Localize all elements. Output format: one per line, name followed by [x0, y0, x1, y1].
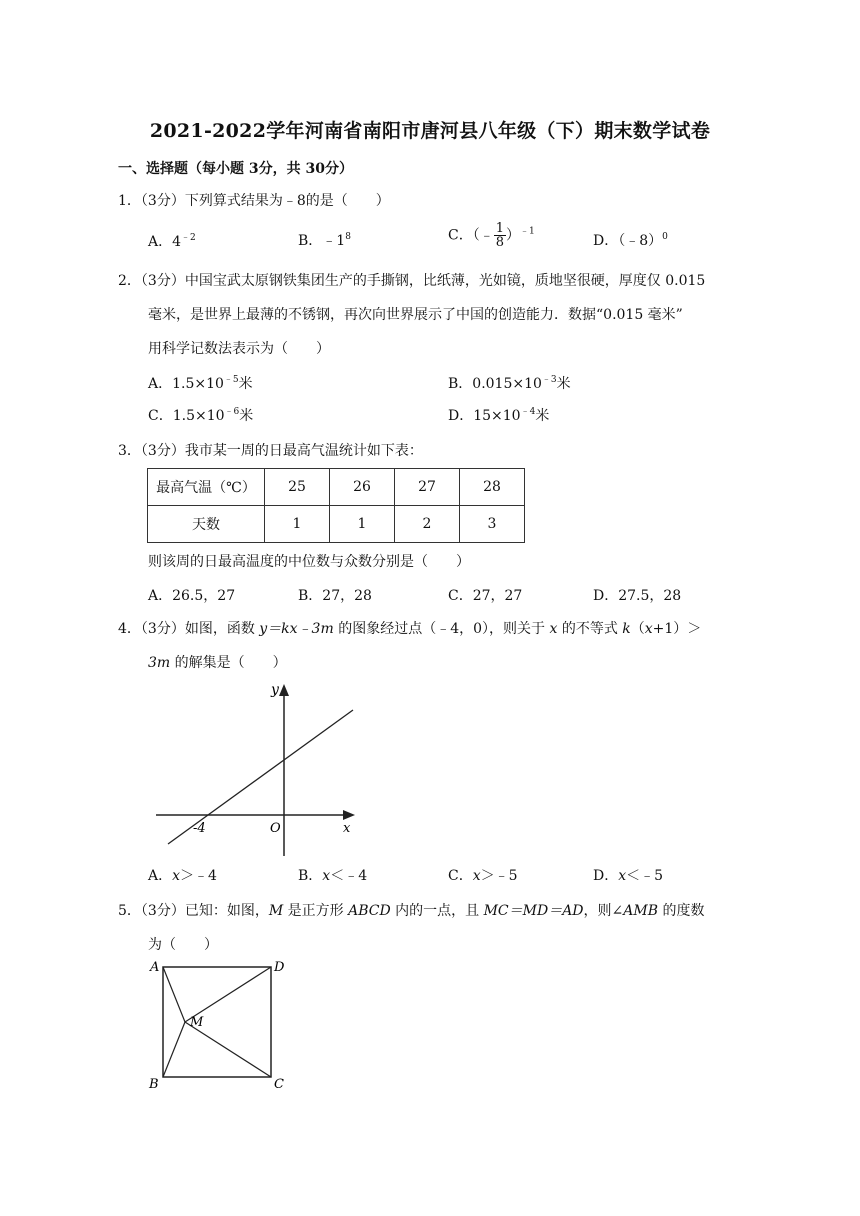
fraction-one-eighth: $\frac{1}{8}$ — [495, 221, 504, 250]
segment-cm — [185, 1022, 271, 1077]
q4-line-2: 3m 的解集是（ ） — [148, 655, 287, 671]
q3-option-b: B．27，28 — [298, 588, 372, 604]
q3-stem: 3．（3分）我市某一周的日最高气温统计如下表： — [118, 443, 423, 459]
y-axis-arrow-icon — [279, 684, 289, 696]
x-axis-label: x — [343, 821, 351, 836]
table-cell: 1 — [330, 506, 395, 543]
q1-stem: 1．（3分）下列算式结果为﹣8的是（ ） — [118, 193, 390, 209]
q1-option-d: D．（﹣8）$^0$ — [593, 232, 668, 249]
vertex-label-a: A — [150, 960, 160, 975]
table-cell: 26 — [330, 469, 395, 506]
square-figure — [140, 955, 300, 1095]
table-cell: 2 — [395, 506, 460, 543]
table-cell: 最高气温（℃） — [148, 469, 265, 506]
q1-option-c: C．（﹣ $\frac{1}{8}$ ）$^{﹣1}$ — [448, 221, 535, 250]
table-cell: 27 — [395, 469, 460, 506]
linear-function-graph — [150, 676, 365, 861]
segment-dm — [185, 967, 271, 1022]
q2-line-1: 2．（3分）中国宝武太原钢铁集团生产的手撕钢，比纸薄，光如镜，质地坚很硬，厚度仅 0.015 — [118, 273, 706, 289]
q4-option-c: C．x＞﹣5 — [448, 868, 518, 884]
q3-question: 则该周的日最高温度的中位数与众数分别是（ ） — [148, 554, 470, 570]
segment-am — [163, 967, 185, 1022]
table-cell: 3 — [460, 506, 525, 543]
table-cell: 1 — [265, 506, 330, 543]
q4-option-b: B．x＜﹣4 — [298, 868, 368, 884]
q1-option-b: B．$﹣1^8$ — [298, 232, 351, 249]
y-axis-label: y — [271, 682, 279, 698]
q3-option-a: A．26.5，27 — [148, 588, 236, 604]
square-abcd — [163, 967, 271, 1077]
point-label-m: M — [190, 1015, 204, 1030]
q4-option-a: A．x＞﹣4 — [148, 868, 217, 884]
q2-option-c: C．$1.5\times 10^{﹣6}$米 — [148, 407, 254, 424]
q2-option-b: B．$0.015\times 10^{﹣3}$米 — [448, 375, 571, 392]
q5-line-1: 5．（3分）已知：如图，M 是正方形 ABCD 内的一点，且 MC＝MD＝AD，则∠AMB 的度数 — [118, 903, 705, 919]
x-axis-arrow-icon — [343, 810, 355, 820]
origin-label: O — [270, 821, 281, 836]
q2-line-3: 用科学记数法表示为（ ） — [148, 341, 330, 357]
table-row — [148, 506, 525, 543]
segment-bm — [163, 1022, 185, 1077]
temperature-table — [147, 468, 525, 543]
table-cell: 28 — [460, 469, 525, 506]
section-heading: 一、选择题（每小题 3分，共 30分） — [118, 161, 353, 177]
vertex-label-c: C — [274, 1077, 284, 1092]
q3-option-c: C．27，27 — [448, 588, 523, 604]
page-title: 2021-2022学年河南省南阳市唐河县八年级（下）期末数学试卷 — [149, 120, 711, 142]
table-cell: 天数 — [148, 506, 265, 543]
q3-option-d: D．27.5，28 — [593, 588, 682, 604]
q2-option-a: A．$1.5\times 10^{﹣5}$米 — [148, 375, 253, 392]
vertex-label-b: B — [149, 1077, 159, 1092]
q2-option-d: D．$15\times 10^{﹣4}$米 — [448, 407, 550, 424]
q4-option-d: D．x＜﹣5 — [593, 868, 664, 884]
q4-line-1: 4．（3分）如图，函数 y＝kx﹣3m 的图象经过点（﹣4，0），则关于 x 的不等式 k（x+1）＞ — [118, 621, 702, 637]
q5-line-2: 为（ ） — [148, 937, 218, 953]
table-cell: 25 — [265, 469, 330, 506]
q1-option-a: A．$4^{﹣2}$ — [148, 233, 196, 250]
point-label: -4 — [193, 821, 206, 836]
vertex-label-d: D — [274, 960, 285, 975]
q2-line-2: 毫米，是世界上最薄的不锈钢，再次向世界展示了中国的创造能力．数据“0.015 毫米” — [148, 307, 683, 323]
table-row — [148, 469, 525, 506]
